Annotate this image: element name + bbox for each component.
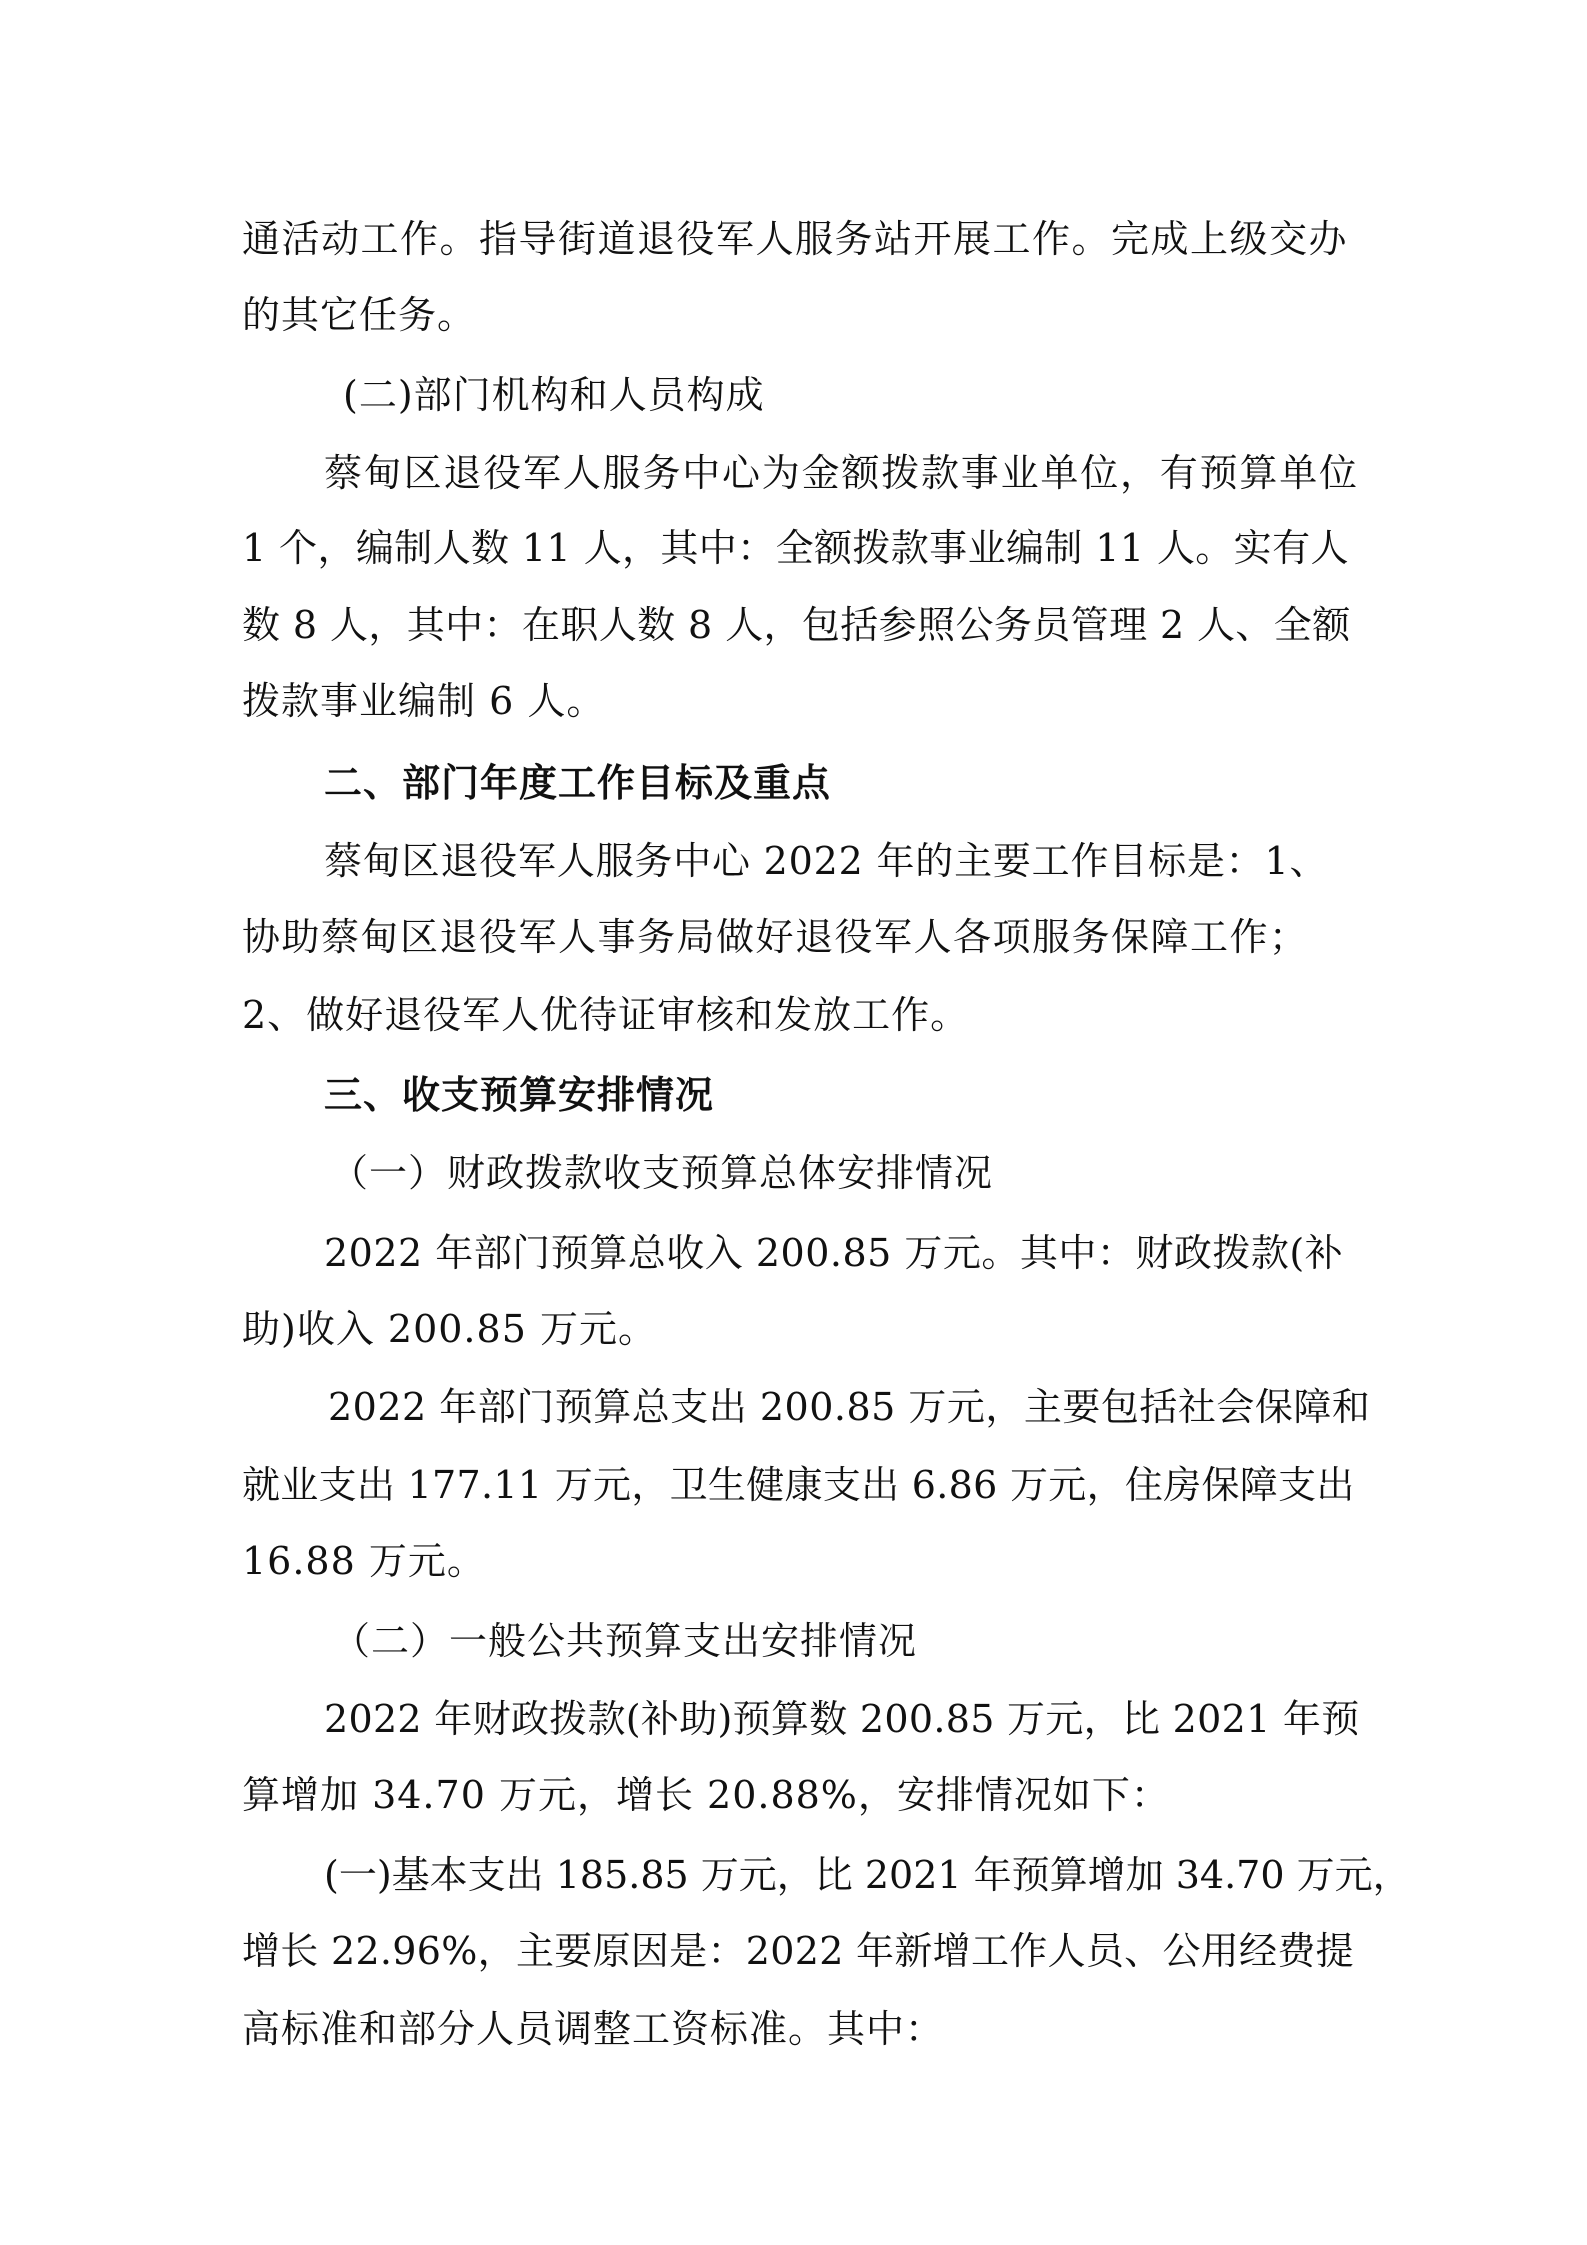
section-subheading: (二)部门机构和人员构成 [343,373,765,417]
paragraph-line: 通活动工作。指导街道退役军人服务站开展工作。完成上级交办 [242,217,1349,261]
section-subheading: （一）财政拨款收支预算总体安排情况 [330,1151,994,1195]
section-subheading: （二）一般公共预算支出安排情况 [332,1619,918,1663]
paragraph-line: 助)收入 200.85 万元。 [242,1307,657,1351]
paragraph-line: 协助蔡甸区退役军人事务局做好退役军人各项服务保障工作； [242,915,1309,959]
paragraph-line: 数 8 人，其中：在职人数 8 人，包括参照公务员管理 2 人、全额 [242,603,1351,647]
section-heading: 二、部门年度工作目标及重点 [324,760,832,805]
paragraph-line: 的其它任务。 [242,293,477,337]
paragraph-line: 高标准和部分人员调整工资标准。其中： [242,2007,945,2051]
paragraph-line: 拨款事业编制 6 人。 [242,679,606,723]
paragraph-line: 蔡甸区退役军人服务中心为金额拨款事业单位，有预算单位 [324,451,1359,495]
paragraph-line: 1 个，编制人数 11 人，其中：全额拨款事业编制 11 人。实有人 [242,526,1349,570]
paragraph-line: 2022 年部门预算总收入 200.85 万元。其中：财政拨款(补 [324,1231,1344,1275]
paragraph-line: 2、做好退役军人优待证审核和发放工作。 [242,993,970,1037]
paragraph-line: 算增加 34.70 万元，增长 20.88%，安排情况如下： [242,1773,1170,1817]
paragraph-line: 蔡甸区退役军人服务中心 2022 年的主要工作目标是：1、 [324,839,1329,883]
section-heading: 三、收支预算安排情况 [324,1072,715,1117]
paragraph-line: 就业支出 177.11 万元，卫生健康支出 6.86 万元，住房保障支出 [242,1463,1355,1507]
paragraph-line: 增长 22.96%，主要原因是：2022 年新增工作人员、公用经费提 [242,1929,1354,1973]
paragraph-line: 2022 年部门预算总支出 200.85 万元，主要包括社会保障和 [328,1385,1371,1429]
paragraph-line: (一)基本支出 185.85 万元，比 2021 年预算增加 34.70 万元， [324,1853,1411,1897]
paragraph-line: 16.88 万元。 [242,1539,486,1583]
paragraph-line: 2022 年财政拨款(补助)预算数 200.85 万元，比 2021 年预 [324,1697,1360,1741]
